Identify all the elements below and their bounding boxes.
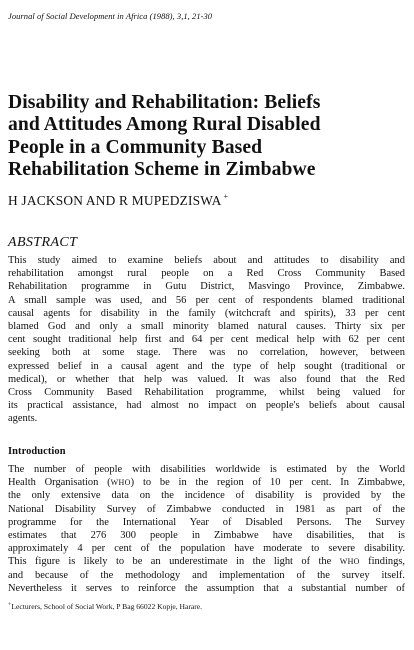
body-line-text: programme for the International Year of Disabled Persons. The Survey xyxy=(8,516,405,528)
title-line: and Attitudes Among Rural Disabled xyxy=(8,114,321,136)
body-line xyxy=(8,542,405,555)
abstract-body xyxy=(8,254,405,426)
body-line xyxy=(8,463,405,476)
abstract-line: blamed God and only a small minority blamed natural causes. Thirty six per xyxy=(8,321,405,333)
title-line: Rehabilitation Scheme in Zimbabwe xyxy=(8,158,316,180)
body-line-text: Nevertheless it serves to reinforce the assumption that a substantial number of xyxy=(8,582,405,594)
body-line-text: The number of people with disabilities worldwide is estimated by the World xyxy=(8,464,405,475)
abstract-line: A small sample was used, and 56 per cent of respondents blamed traditional xyxy=(8,294,405,306)
body-line xyxy=(8,555,405,568)
abstract-line: Rehabilitation programme in Gutu District, Masvingo Province, Zimbabwe. xyxy=(8,281,405,293)
body-line-text: ) to be in the region of 10 per cent. In Zimbabwe, xyxy=(130,477,405,489)
footnote xyxy=(8,602,202,611)
body-line-text: and because of the methodology and implementation of the survey itself. xyxy=(8,569,405,581)
body-line-text: approximately 4 per cent of the population have moderate to severe disability. xyxy=(8,543,405,555)
title-line: People in a Community Based xyxy=(8,136,263,158)
abstract-line: This study aimed to examine beliefs about and attitudes to disability and xyxy=(8,255,405,266)
section-heading-introduction: Introduction xyxy=(8,446,66,457)
abstract-line: medical), or whether that help was valued. It was also found that the Red xyxy=(8,373,405,385)
author-footnote-marker: + xyxy=(223,192,229,201)
title-line: Disability and Rehabilitation: Beliefs xyxy=(8,92,321,113)
acronym-who: WHO xyxy=(339,557,360,567)
abstract-line: seeking both at some stage. There was no correlation, however, between xyxy=(8,347,405,359)
body-line xyxy=(8,503,405,516)
abstract-line: Cross Community Based Rehabilitation programme, whilst being valued for xyxy=(8,387,405,399)
acronym-who: WHO xyxy=(110,478,131,488)
body-line-text: Health Organisation ( xyxy=(8,477,111,489)
abstract-heading: ABSTRACT xyxy=(8,235,78,250)
body-line xyxy=(8,529,405,542)
body-line-text: the only extensive data on the incidence of disability is provided by the xyxy=(8,490,405,502)
footnote-text: Lecturers, School of Social Work, P Bag 66022 Kopje, Harare. xyxy=(11,602,203,611)
author-line xyxy=(8,192,228,209)
abstract-line: cent sought traditional help first and 64 per cent medical help with 62 per cent xyxy=(8,334,405,346)
abstract-line: expressed belief in a causal agent and the type of help sought (traditional or xyxy=(8,360,405,372)
running-head: Journal of Social Development in Africa (1988), 3,1, 21-30 xyxy=(8,11,213,21)
abstract-line: causal agents for disability in the family (witchcraft and spirits), 33 per cent xyxy=(8,307,405,319)
body-line xyxy=(8,582,405,595)
body-line xyxy=(8,516,405,529)
body-line xyxy=(8,489,405,502)
abstract-line: agents. xyxy=(8,413,38,425)
author-names: H JACKSON AND R MUPEDZISWA xyxy=(8,193,222,208)
abstract-line: its practical assistance, had almost no impact on people's beliefs about causal xyxy=(8,400,405,412)
body-line-text: This figure is likely to be an underestimate in the light of the xyxy=(8,556,340,568)
abstract-line: rehabilitation amongst rural people on a Red Cross Community Based xyxy=(8,268,405,280)
footnote-marker: + xyxy=(8,602,12,608)
paper-title xyxy=(8,92,398,181)
introduction-body xyxy=(8,463,405,595)
body-line xyxy=(8,569,405,582)
body-line-text: estimates that 276 300 people in Zimbabwe have disabilities, that is xyxy=(8,530,405,542)
body-line-text: National Disability Survey of Zimbabwe conducted in 1981 as part of the xyxy=(8,503,405,515)
body-line-text: findings, xyxy=(359,556,405,568)
body-line xyxy=(8,476,405,489)
